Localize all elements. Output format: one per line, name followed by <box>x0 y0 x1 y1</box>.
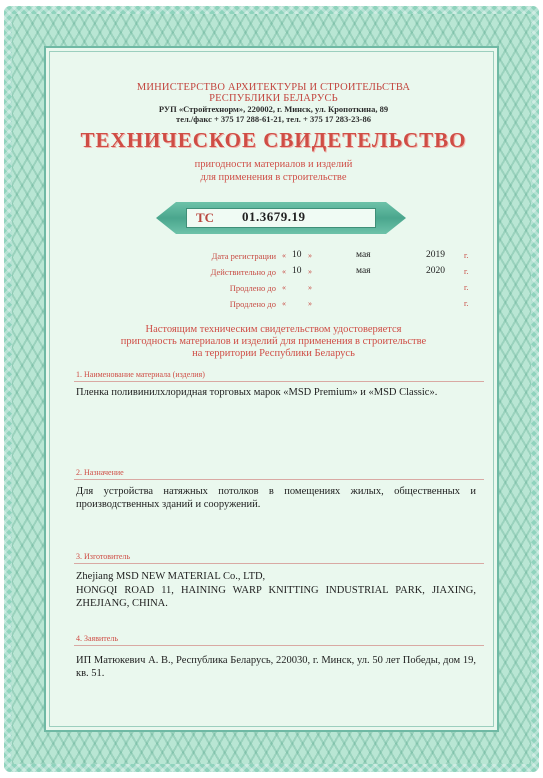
section-label-manufacturer: 3. Изготовитель <box>76 552 131 561</box>
date-row-valid-until <box>196 266 476 280</box>
quote-open: « <box>282 283 286 292</box>
certificate-body <box>44 46 499 732</box>
date-label: Дата регистрации <box>211 251 276 261</box>
quote-close: » <box>308 283 312 292</box>
section-divider <box>74 645 484 646</box>
date-label: Продлено до <box>229 283 276 293</box>
date-year: 2019 <box>426 250 445 260</box>
quote-open: « <box>282 251 286 260</box>
certificate-prefix: ТС <box>196 210 215 225</box>
date-row-extended-1 <box>196 282 476 296</box>
subtitle-line-1: пригодности материалов и изделий <box>194 159 353 170</box>
date-row-extended-2 <box>196 298 476 312</box>
date-label: Продлено до <box>229 299 276 309</box>
declaration-line-2: пригодность материалов и изделий для применения в строительстве <box>120 336 427 347</box>
ministry-header <box>46 82 501 104</box>
section-divider <box>74 381 484 382</box>
date-month: мая <box>356 250 371 260</box>
year-suffix: г. <box>464 299 469 308</box>
quote-open: « <box>282 299 286 308</box>
date-month: мая <box>356 266 371 276</box>
section-text-manufacturer-name: Zhejiang MSD NEW MATERIAL Co., LTD, <box>76 571 266 582</box>
section-text-purpose: Для устройства натяжных потолков в помещениях жилых, общественных и производственных зданий и сооружений. <box>76 486 476 510</box>
quote-close: » <box>308 267 312 276</box>
section-divider <box>74 563 484 564</box>
date-day: 10 <box>292 250 302 260</box>
quote-open: « <box>282 267 286 276</box>
document-title: ТЕХНИЧЕСКОЕ СВИДЕТЕЛЬСТВО <box>80 128 467 152</box>
date-day: 10 <box>292 266 302 276</box>
document-subtitle <box>46 158 501 184</box>
year-suffix: г. <box>464 283 469 292</box>
ministry-line-2: РЕСПУБЛИКИ БЕЛАРУСЬ <box>209 93 338 104</box>
section-divider <box>74 479 484 480</box>
issuer-address <box>46 104 501 124</box>
address-line-2: тел./факс + 375 17 288-61-21, тел. + 375 17 283-23-86 <box>176 114 371 124</box>
ministry-line-1: МИНИСТЕРСТВО АРХИТЕКТУРЫ И СТРОИТЕЛЬСТВА <box>136 82 411 93</box>
quote-close: » <box>308 299 312 308</box>
declaration-line-1: Настоящим техническим свидетельством удостоверяется <box>145 324 402 335</box>
section-text-material: Пленка поливинилхлоридная торговых марок «MSD Premium» и «MSD Classic». <box>76 387 438 398</box>
declaration <box>46 324 501 360</box>
section-text-manufacturer-address: HONGQI ROAD 11, HAINING WARP KNITTING INDUSTRIAL PARK, JIAXING, ZHEJIANG, CHINA. <box>76 585 476 609</box>
quote-close: » <box>308 251 312 260</box>
date-label: Действительно до <box>210 267 276 277</box>
section-text-applicant: ИП Матюкевич А. В., Республика Беларусь, 220030, г. Минск, ул. 50 лет Победы, дом 19, кв. 51. <box>76 655 476 679</box>
date-year: 2020 <box>426 266 445 276</box>
year-suffix: г. <box>464 251 469 260</box>
year-suffix: г. <box>464 267 469 276</box>
section-label-material: 1. Наименование материала (изделия) <box>76 370 205 379</box>
subtitle-line-2: для применения в строительстве <box>200 172 347 183</box>
section-label-purpose: 2. Назначение <box>76 468 124 477</box>
section-label-applicant: 4. Заявитель <box>76 634 118 643</box>
certificate-number: 01.3679.19 <box>242 209 306 224</box>
address-line-1: РУП «Стройтехнорм», 220002, г. Минск, ул. Кропоткина, 89 <box>158 104 389 114</box>
date-row-registration <box>196 250 476 264</box>
declaration-line-3: на территории Республики Беларусь <box>192 348 355 359</box>
